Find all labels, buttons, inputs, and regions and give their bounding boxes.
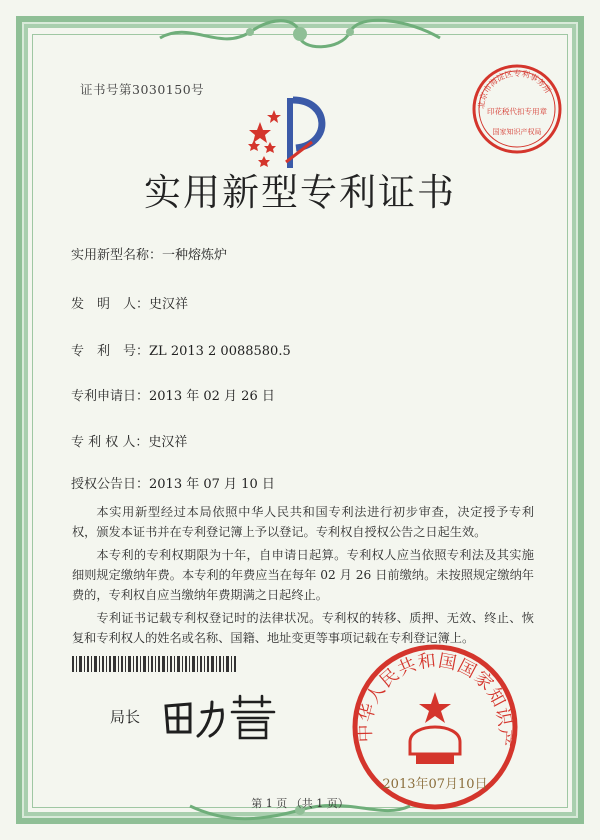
field-label: 专 利 号： (71, 344, 150, 359)
agency-seal-text: 北京市海淀区专利事务所 (476, 68, 553, 110)
body-paragraph: 本实用新型经过本局依照中华人民共和国专利法进行初步审查，决定授予专利权，颁发本证书并在专利登记簿上予以登记。专利权自授权公告之日起生效。 (72, 505, 534, 539)
barcode (72, 656, 238, 672)
state-seal-text: 中华人民共和国国家知识产 (354, 650, 516, 749)
director-label: 局长 (110, 708, 141, 726)
svg-text:中华人民共和国国家知识产权局 (350, 642, 516, 749)
field-value: ZL 2013 2 0088580.5 (149, 344, 291, 359)
field-value: 2013 年 02 月 26 日 (149, 389, 275, 404)
field-label: 专 利 权 人： (71, 435, 149, 450)
field-label: 发 明 人： (71, 297, 150, 312)
state-ip-office-seal (350, 642, 520, 812)
field-value: 一种熔炼炉 (162, 248, 228, 263)
field-label: 实用新型名称： (71, 248, 163, 263)
body-paragraph: 专利证书记载专利权登记时的法律状况。专利权的转移、质押、无效、终止、恢复和专利权人的姓名或名称、国籍、地址变更等事项记载在专利登记簿上。 (72, 611, 534, 645)
field-label: 授权公告日： (71, 477, 150, 492)
director-signature (160, 692, 280, 744)
agency-seal-bottom: 国家知识产权局 (492, 128, 542, 136)
top-scroll-ornament (150, 18, 450, 52)
patent-office-logo (240, 92, 332, 172)
field-value: 2013 年 07 月 10 日 (149, 477, 275, 492)
page-number: 第 1 页 （共 1 页） (251, 797, 349, 810)
field-utility-model-name (71, 244, 227, 263)
agency-seal-sub: 印花税代扣专用章 (487, 107, 547, 116)
field-label: 专利申请日： (71, 389, 150, 404)
field-patentee (71, 431, 187, 450)
field-value: 史汉祥 (149, 297, 189, 312)
field-filing-date (71, 385, 275, 404)
field-inventor (71, 293, 188, 312)
field-patent-number (71, 340, 291, 359)
field-grant-date (71, 473, 275, 492)
certificate-title: 实用新型专利证书 (144, 171, 456, 214)
certificate-number: 证书号第3030150号 (80, 82, 205, 97)
certificate-body (72, 502, 534, 651)
agency-seal (470, 62, 564, 156)
field-value: 史汉祥 (148, 435, 188, 450)
body-paragraph: 本专利的专利权期限为十年，自申请日起算。专利权人应当依照专利法及其实施细则规定缴纳年费。本专利的年费应当在每年 02 月 26 日前缴纳。未按照规定缴纳年费的，专利权自应当缴纳年费期满之日起终止。 (72, 548, 534, 602)
state-seal-date: 2013年07月10日 (382, 777, 488, 792)
